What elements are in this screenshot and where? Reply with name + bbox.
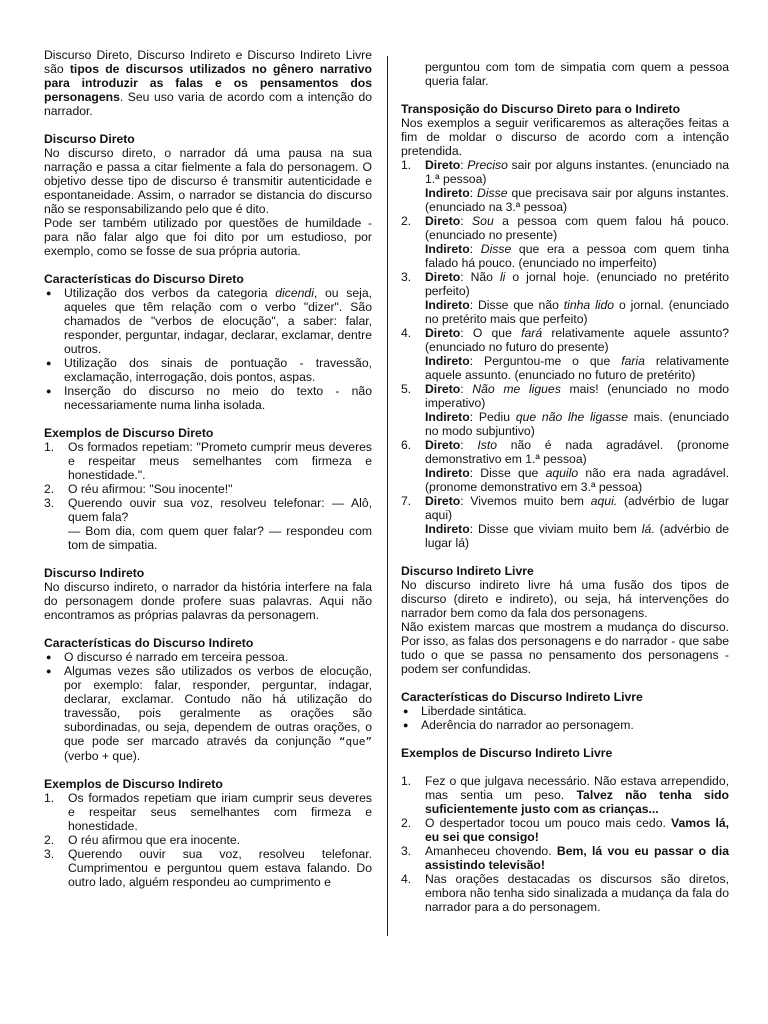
list-item: 2. O réu afirmou: "Sou inocente!": [44, 482, 233, 496]
livre-paragraph-2: Não existem marcas que mostrem a mudança do discurso. Por isso, as falas dos personagens e do narrador - que sabe tudo o que se passa no pensamento dos personagens - podem ser confundidas.: [401, 620, 729, 676]
intro-text-end: . Seu uso varia de acordo com a intenção do narrador.: [44, 90, 372, 118]
exemplos-indireto-list: [44, 791, 372, 889]
livre-paragraph-1: No discurso indireto livre há uma fusão dos tipos de discurso (direto e indireto), ou seja, há intervenções do narrador bem como da fala dos personagens.: [401, 578, 729, 620]
heading-transposicao: Transposição do Discurso Direto para o Indireto: [401, 102, 681, 116]
heading-caracteristicas-indireto: Características do Discurso Indireto: [44, 636, 254, 650]
intro-paragraph: [44, 48, 372, 118]
exemplos-livre-list: [401, 774, 729, 914]
heading-indireto-livre: Discurso Indireto Livre: [401, 564, 534, 578]
list-item: ● Algumas vezes são utilizados os verbos de elocução, por exemplo: falar, responder, perguntar, indagar, declarar, exclamar. Contudo não há utilização do travessão, pois geralmente as orações são subordinadas, ou seja, dependem de outras orações, o que pode ser marcado através da conjunção “que” (verbo + que).: [44, 664, 372, 763]
list-item: 7. Direto: Vivemos muito bem aqui. (advérbio de lugar aqui) Indireto: Disse que viviam muito bem lá. (advérbio de lugar lá): [401, 494, 730, 550]
heading-caracteristicas-direto: Características do Discurso Direto: [44, 272, 244, 286]
heading-discurso-indireto: Discurso Indireto: [44, 566, 145, 580]
list-item: ● Inserção do discurso no meio do texto - não necessariamente numa linha isolada.: [44, 384, 372, 412]
intro-text: Discurso Direto, Discurso Indireto e Discurso Indireto Livre são: [44, 48, 372, 76]
column-divider: [387, 56, 388, 936]
transposicao-paragraph: Nos exemplos a seguir verificaremos as alterações feitas a fim de moldar o discurso de acordo com a intenção pretendida.: [401, 116, 729, 158]
direto-paragraph-1: No discurso direto, o narrador dá uma pausa na sua narração e passa a citar fielmente a fala do personagem. O objetivo desse tipo de discurso é transmitir autenticidade e espontaneidade. Assim, o narrador se distancia do discurso não se responsabilizando pelo que é dito.: [44, 146, 372, 216]
list-item: ● Liberdade sintática.: [401, 704, 729, 718]
list-item: 3. Direto: Não li o jornal hoje. (enunciado no pretérito perfeito) Indireto: Disse que não tinha lido o jornal. (enunciado no pretérito mais que perfeito): [401, 270, 729, 326]
heading-exemplos-indireto: Exemplos de Discurso Indireto: [44, 777, 223, 791]
list-item: 3. Amanheceu chovendo. Bem, lá vou eu passar o dia assistindo televisão!: [401, 844, 730, 872]
list-item: 2. Direto: Sou a pessoa com quem falou há pouco. (enunciado no presente) Indireto: Disse que era a pessoa com quem tinha falado há pouco. (enunciado no imperfeito): [401, 214, 729, 270]
list-item: 4. Direto: O que fará relativamente aquele assunto? (enunciado no futuro do presente) Indireto: Perguntou-me o que faria relativamente aquele assunto. (enunciado no futuro de pretérito): [401, 326, 730, 382]
left-column: [44, 48, 372, 889]
exemplos-direto-list: [44, 440, 372, 552]
transposicao-list: [401, 158, 729, 550]
list-item: 2. O réu afirmou que era inocente.: [44, 833, 241, 847]
indireto-paragraph: No discurso indireto, o narrador da história interfere na fala do personagem donde profere suas palavras. Aqui não encontramos as próprias palavras da personagem.: [44, 580, 372, 622]
list-item: 5. Direto: Não me ligues mais! (enunciado no modo imperativo) Indireto: Pediu que não lhe ligasse mais. (enunciado no modo subjuntivo): [401, 382, 729, 438]
right-column: [401, 60, 729, 914]
heading-exemplos-direto: Exemplos de Discurso Direto: [44, 426, 214, 440]
list-item: ● Utilização dos verbos da categoria dicendi, ou seja, aqueles que têm relação com o verbo "dizer". São chamados de "verbos de elocução", a saber: falar, responder, perguntar, indagar, declarar, exclamar, dentre outros.: [44, 286, 372, 356]
list-item: 3. Querendo ouvir sua voz, resolveu telefonar: — Alô, quem fala? — Bom dia, com quem quer falar? — respondeu com tom de simpatia.: [44, 496, 372, 552]
list-item: ● Aderência do narrador ao personagem.: [401, 718, 729, 732]
continuation-text: perguntou com tom de simpatia com quem a pessoa queria falar.: [425, 60, 729, 88]
caracteristicas-indireto-list: [44, 650, 372, 763]
heading-discurso-direto: Discurso Direto: [44, 132, 135, 146]
list-item: 1. Os formados repetiam que iriam cumprir seus deveres e respeitar seus semelhantes com firmeza e honestidade.: [44, 791, 372, 833]
list-item: 1. Fez o que julgava necessário. Não estava arrependido, mas sentia um peso. Talvez não tenha sido suficientemente justo com as crianças...: [401, 774, 729, 816]
list-item: ● O discurso é narrado em terceira pessoa.: [44, 650, 372, 664]
list-item: 2. O despertador tocou um pouco mais cedo. Vamos lá, eu sei que consigo!: [401, 816, 729, 844]
list-item: 1. Os formados repetiam: "Prometo cumprir meus deveres e respeitar meus semelhantes com firmeza e honestidade.".: [44, 440, 372, 482]
heading-exemplos-livre: Exemplos de Discurso Indireto Livre: [401, 746, 613, 760]
intro-bold: tipos de discursos utilizados no gênero narrativo para introduzir as falas e os pensamentos dos personagens: [44, 62, 372, 104]
heading-caracteristicas-livre: Características do Discurso Indireto Livre: [401, 690, 643, 704]
caracteristicas-direto-list: [44, 286, 372, 412]
list-item: 1. Direto: Preciso sair por alguns instantes. (enunciado na 1.ª pessoa) Indireto: Disse que precisava sair por alguns instantes. (enunciado na 3.ª pessoa): [401, 158, 729, 214]
list-item: 4. Nas orações destacadas os discursos são diretos, embora não tenha sido sinalizada a mudança da fala do narrador para a do personagem.: [401, 872, 729, 914]
list-item: 6. Direto: Isto não é nada agradável. (pronome demonstrativo em 1.ª pessoa) Indireto: Disse que aquilo não era nada agradável. (pronome demonstrativo em 3.ª pessoa): [401, 438, 729, 494]
direto-paragraph-2: Pode ser também utilizado por questões de humildade - para não falar algo que foi dito por um estudioso, por exemplo, como se fosse de sua própria autoria.: [44, 216, 372, 258]
list-item: 3. Querendo ouvir sua voz, resolveu telefonar. Cumprimentou e perguntou quem estava falando. Do outro lado, alguém respondeu ao cumprimento e: [44, 847, 372, 889]
list-item: ● Utilização dos sinais de pontuação - travessão, exclamação, interrogação, dois pontos, aspas.: [44, 356, 372, 384]
caracteristicas-livre-list: [401, 704, 729, 732]
